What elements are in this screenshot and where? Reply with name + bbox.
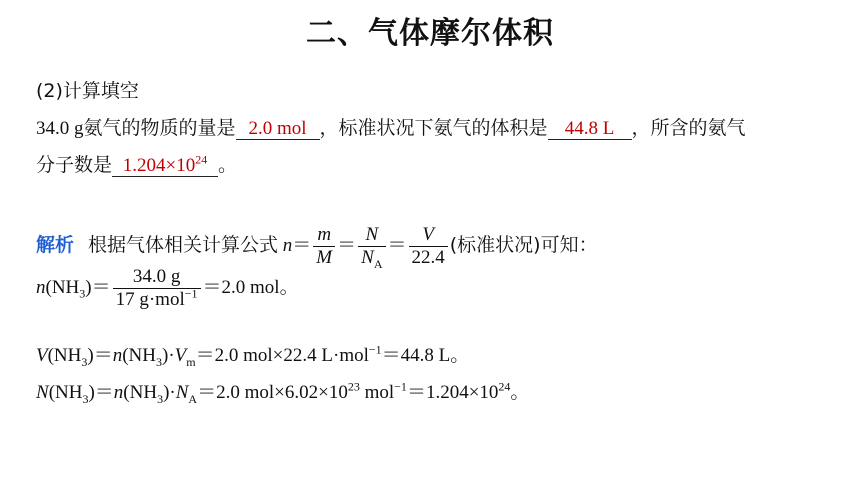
fraction-V-over-22-4 [409, 224, 448, 269]
analysis-label: 解析 [36, 233, 75, 256]
formula-text: )· [162, 345, 175, 366]
calc-line-moles [36, 266, 299, 311]
section-heading: (2)计算填空 [36, 80, 139, 102]
fraction-N-over-NA [358, 224, 385, 269]
formula-result: ＝44.8 L。 [381, 345, 470, 366]
fraction-m-over-M [313, 224, 335, 269]
equals-sign: ＝ [387, 234, 407, 256]
question-text: 分子数是 [36, 154, 113, 176]
formula-text: ＝1.204×10 [406, 382, 499, 403]
numerator: N [358, 224, 385, 247]
formula-text: (NH [48, 382, 83, 403]
calc-line-molecules [36, 377, 529, 404]
calc-line-volume [36, 340, 469, 367]
symbol-n: n [112, 345, 123, 366]
subscript: 3 [82, 391, 89, 406]
analysis-text: 根据气体相关计算公式 [88, 233, 279, 256]
formula-text: )＝ [87, 345, 113, 366]
page-title: 二、气体摩尔体积 [306, 16, 554, 51]
symbol-Vm: V [174, 345, 187, 366]
formula-text: (NH [123, 382, 158, 403]
formula-text: )＝ [88, 382, 114, 403]
subscript: A [188, 391, 198, 406]
superscript: 23 [347, 379, 360, 394]
question-line-2 [36, 150, 237, 177]
question-text: ，所含的氨气 [631, 117, 746, 139]
question-text: 。 [218, 155, 238, 176]
denominator: M [316, 247, 333, 268]
numerator: V [409, 224, 448, 247]
formula-text: mol [359, 382, 395, 403]
superscript: −1 [394, 379, 407, 394]
symbol-V: V [36, 345, 48, 366]
formula-text: (NH [45, 276, 80, 298]
subscript: 3 [81, 354, 88, 369]
symbol-N: N [36, 382, 49, 403]
formula-result: 。 [510, 382, 530, 403]
formula-text: )· [163, 382, 176, 403]
question-text: 34.0 g氨气的物质的量是 [36, 118, 236, 139]
answer-blank-moles: 2.0 mol [236, 119, 320, 140]
formula-n: n [282, 234, 293, 256]
formula-text: (NH [47, 345, 82, 366]
denominator: 22.4 [411, 247, 445, 268]
subscript: m [186, 354, 196, 369]
formula-text: ＝2.0 mol×22.4 L·mol [195, 345, 369, 366]
answer-blank-molecules [112, 152, 218, 177]
formula-text: )＝ [85, 276, 111, 298]
superscript: 24 [498, 379, 511, 394]
equals-sign: ＝ [292, 234, 312, 256]
denominator: 17 g·mol$^{-1}$ [115, 286, 198, 310]
subscript: 3 [79, 286, 86, 301]
answer-blank-volume: 44.8 L [548, 119, 632, 140]
formula-result: ＝2.0 mol。 [202, 276, 299, 298]
subscript: 3 [157, 391, 164, 406]
superscript: −1 [368, 342, 382, 357]
symbol-NA: N [175, 382, 189, 403]
symbol-n: n [113, 382, 124, 403]
denominator: $N_A$ [361, 247, 383, 271]
analysis-line [36, 224, 598, 269]
numerator: m [313, 224, 335, 247]
answer-value: 1.204×10 [122, 155, 196, 176]
answer-exponent: 24 [195, 152, 208, 167]
formula-text: (NH [122, 345, 156, 366]
question-line-1 [36, 113, 746, 140]
equals-sign: ＝ [337, 234, 357, 256]
analysis-tail: (标准状况)可知： [449, 233, 598, 256]
formula-text: ＝2.0 mol×6.02×10 [197, 382, 348, 403]
subscript: 3 [156, 354, 162, 369]
fraction-mass-over-molar-mass [113, 266, 201, 311]
question-text: ，标准状况下氨气的体积是 [319, 117, 548, 139]
numerator: 34.0 g [113, 266, 201, 289]
symbol-n: n [36, 276, 46, 298]
